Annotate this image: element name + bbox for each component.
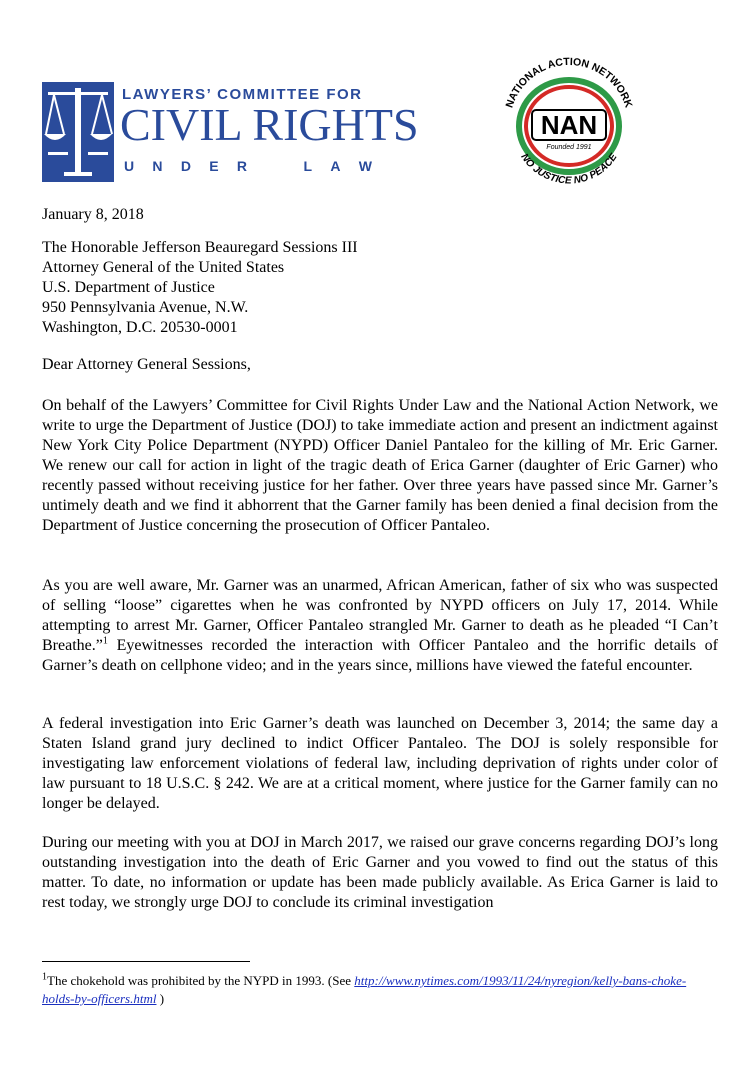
body-paragraph-1: On behalf of the Lawyers’ Committee for Civil Rights Under Law and the National Action Network, we write to urge the Department of Justice (DOJ) to take immediate action and present an indictment against New York City Police Department (NYPD) Officer Daniel Pantaleo for the killing of Mr. Eric Garner. We renew our call for action in light of the tragic death of Erica Garner (daughter of Eric Garner) who recently passed without receiving justice for her father. Over three years have passed since Mr. Garner’s untimely death and we find it abhorrent that the Garner family has been denied a final decision from the Department of Justice concerning the prosecution of Officer Pantaleo. — [42, 397, 718, 534]
body-paragraph-3: A federal investigation into Eric Garner’s death was launched on December 3, 2014; the same day a Staten Island grand jury declined to indict Officer Pantaleo. The DOJ is solely responsible for investigating law enforcement violations of federal law, including deprivation of rights under color of law pursuant to 18 U.S.C. § 242. We are at a critical moment, where justice for the Garner family can no longer be delayed. — [42, 715, 718, 812]
recipient-line: Attorney General of the United States — [42, 259, 285, 276]
nan-arc-top-text: NATIONAL ACTION NETWORK — [503, 55, 635, 110]
recipient-line: 950 Pennsylvania Avenue, N.W. — [42, 299, 249, 316]
recipient-address — [42, 238, 718, 338]
logo-letter: W — [358, 158, 372, 174]
logo-letter: E — [209, 158, 219, 174]
footnote-closing: ) — [156, 991, 165, 1006]
logo-letter: U — [124, 158, 135, 174]
nan-arc-bottom-text: NO JUSTICE NO PEACE — [518, 151, 620, 187]
footnote-link[interactable]: http://www.nytimes.com/1993/11/24/nyregion/kelly-bans-choke-holds-by-officers.html — [42, 973, 687, 1006]
footnote-divider — [42, 961, 250, 962]
recipient-line: Washington, D.C. 20530-0001 — [42, 319, 238, 336]
nan-center-text: NAN — [540, 110, 598, 140]
recipient-line: U.S. Department of Justice — [42, 279, 215, 296]
lawyers-committee-line3 — [124, 158, 372, 174]
lawyers-committee-line2: CIVIL RIGHTS — [120, 99, 419, 150]
body-paragraph-2 — [42, 576, 718, 676]
salutation: Dear Attorney General Sessions, — [42, 356, 251, 373]
logo-letter: R — [236, 158, 247, 174]
footnote-text: The chokehold was prohibited by the NYPD in 1993. (See — [47, 973, 355, 988]
logo-letter: A — [330, 158, 341, 174]
paragraph-2-text-continued: Eyewitnesses recorded the interaction with Officer Pantaleo and the horrific details of Garner’s death on cellphone video; and in the years since, millions have viewed the fateful encounter. — [42, 637, 718, 674]
footnote-reference[interactable]: 1 — [102, 635, 108, 647]
paragraph-2-text: As you are well aware, Mr. Garner was an unarmed, African American, father of six who was suspected of selling “loose” cigarettes when he was confronted by NYPD officers on July 17, 2014. While attempting to arrest Mr. Garner, Officer Pantaleo strangled Mr. Garner to death as he pleaded “I Can’t Breathe.” — [42, 577, 718, 654]
letter-date: January 8, 2018 — [42, 206, 144, 223]
logo-letter: L — [303, 158, 313, 174]
lawyers-committee-line1: LAWYERS’ COMMITTEE FOR — [122, 86, 363, 103]
body-paragraph-4: During our meeting with you at DOJ in March 2017, we raised our grave concerns regarding DOJ’s long outstanding investigation into the death of Eric Garner and you vowed to find out the status of this matter. To date, no information or update has been made publicly available. As Erica Garner is laid to rest today, we strongly urge DOJ to conclude its criminal investigation — [42, 834, 718, 911]
footnote — [42, 972, 718, 1008]
nan-founded-text: Founded 1991 — [546, 144, 592, 151]
lawyers-committee-logo — [42, 82, 419, 182]
recipient-line: The Honorable Jefferson Beauregard Sessions III — [42, 239, 358, 256]
logo-letter: D — [180, 158, 191, 174]
national-action-network-logo — [486, 54, 652, 188]
scales-of-justice-icon — [42, 82, 114, 182]
footnote-mark: 1 — [42, 971, 47, 983]
logo-letter: N — [152, 158, 163, 174]
